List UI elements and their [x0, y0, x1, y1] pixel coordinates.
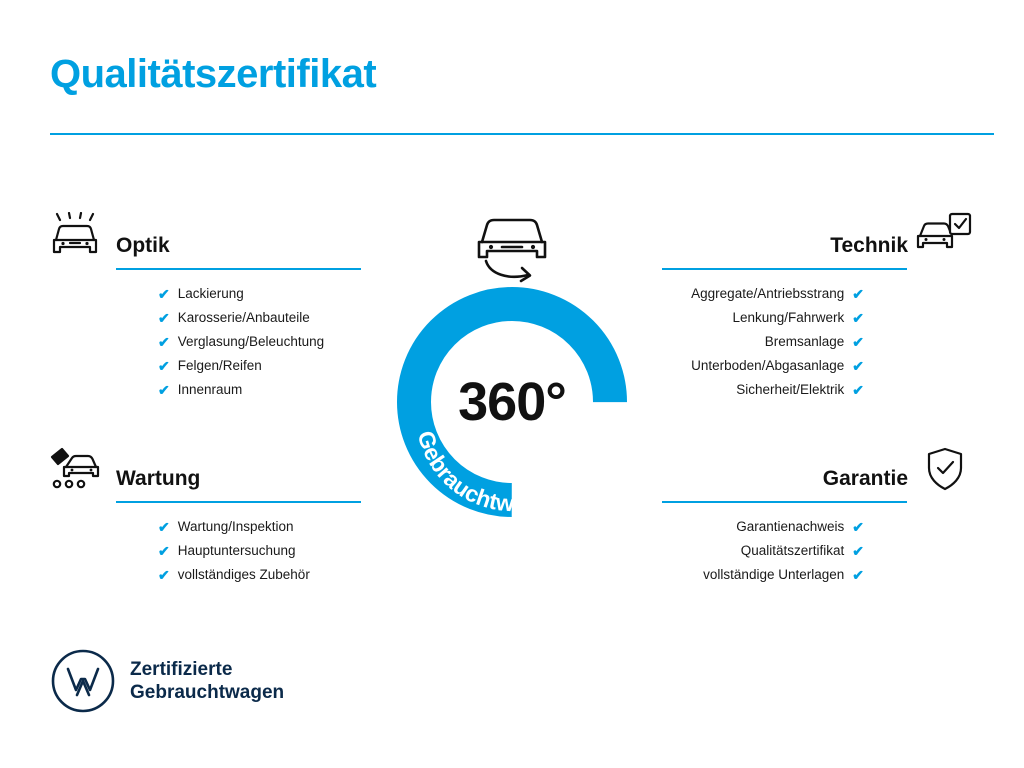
list-item — [158, 519, 386, 534]
list-item — [636, 334, 864, 349]
list-item-label: vollständiges Zubehör — [177, 567, 310, 582]
list-item-label: Unterboden/Abgasanlage — [691, 358, 845, 373]
section-wartung-title: Wartung — [116, 467, 201, 490]
footer-text — [130, 658, 284, 704]
check-icon: ✔ — [158, 566, 170, 583]
list-item-label: Garantienachweis — [736, 519, 845, 534]
list-item-label: Lackierung — [177, 286, 244, 301]
check-icon: ✔ — [852, 285, 864, 302]
list-item — [158, 286, 386, 301]
car-checklist-icon — [912, 210, 978, 262]
check-icon: ✔ — [158, 357, 170, 374]
list-item-label: Wartung/Inspektion — [177, 519, 294, 534]
check-icon: ✔ — [852, 381, 864, 398]
list-item-label: vollständige Unterlagen — [703, 567, 845, 582]
section-wartung-header — [46, 443, 386, 495]
footer-line-2: Gebrauchtwagen — [130, 682, 285, 703]
right-column — [636, 210, 978, 616]
section-wartung-rule — [116, 501, 361, 503]
car-wash-icon — [46, 210, 112, 262]
section-garantie-list — [636, 519, 978, 582]
list-item — [636, 543, 864, 558]
list-item-label: Karosserie/Anbauteile — [177, 310, 310, 325]
section-optik-rule — [116, 268, 361, 270]
list-item — [636, 567, 864, 582]
check-icon: ✔ — [852, 333, 864, 350]
check-icon: ✔ — [158, 285, 170, 302]
list-item — [636, 358, 864, 373]
degrees-label: 360° — [458, 372, 566, 432]
section-technik-title: Technik — [830, 234, 908, 257]
section-optik-title: Optik — [116, 234, 170, 257]
list-item — [158, 310, 386, 325]
left-column — [46, 210, 386, 616]
list-item — [636, 519, 864, 534]
list-item — [158, 382, 386, 397]
footer-line-1: Zertifizierte — [130, 658, 233, 680]
section-optik-list — [46, 286, 386, 397]
list-item — [636, 310, 864, 325]
check-icon: ✔ — [852, 566, 864, 583]
check-icon: ✔ — [852, 309, 864, 326]
check-icon: ✔ — [158, 381, 170, 398]
section-optik — [46, 210, 386, 397]
check-icon: ✔ — [852, 518, 864, 535]
list-item — [158, 567, 386, 582]
list-item — [636, 286, 864, 301]
check-icon: ✔ — [158, 518, 170, 535]
list-item — [158, 543, 386, 558]
section-technik-header — [636, 210, 978, 262]
section-technik-list — [636, 286, 978, 397]
shield-check-icon — [912, 443, 978, 495]
check-icon: ✔ — [158, 333, 170, 350]
section-garantie-rule — [662, 501, 907, 503]
list-item-label: Aggregate/Antriebsstrang — [691, 286, 845, 301]
section-wartung-list — [46, 519, 386, 582]
list-item-label: Qualitätszertifikat — [740, 543, 845, 558]
check-icon: ✔ — [158, 542, 170, 559]
title-divider — [50, 133, 994, 135]
vw-logo — [50, 648, 116, 714]
section-wartung — [46, 443, 386, 582]
list-item-label: Innenraum — [177, 382, 243, 397]
list-item-label: Hauptuntersuchung — [177, 543, 296, 558]
section-garantie-header — [636, 443, 978, 495]
car-lift-icon — [46, 443, 112, 495]
check-icon: ✔ — [158, 309, 170, 326]
check-icon: ✔ — [852, 357, 864, 374]
list-item-label: Verglasung/Beleuchtung — [177, 334, 325, 349]
list-item-label: Felgen/Reifen — [177, 358, 262, 373]
section-garantie-title: Garantie — [822, 467, 908, 490]
section-technik — [636, 210, 978, 397]
check-badge — [372, 196, 652, 517]
list-item-label: Bremsanlage — [764, 334, 845, 349]
list-item — [158, 358, 386, 373]
page-title: Qualitätszertifikat — [50, 52, 377, 96]
section-technik-rule — [662, 268, 907, 270]
list-item — [158, 334, 386, 349]
list-item — [636, 382, 864, 397]
list-item-label: Lenkung/Fahrwerk — [732, 310, 845, 325]
section-optik-header — [46, 210, 386, 262]
footer-brand — [50, 648, 284, 714]
list-item-label: Sicherheit/Elektrik — [736, 382, 845, 397]
check-icon: ✔ — [852, 542, 864, 559]
section-garantie — [636, 443, 978, 582]
svg-text:Gebrauchtwagen-Check: Gebrauchtwagen-Check — [412, 427, 612, 517]
